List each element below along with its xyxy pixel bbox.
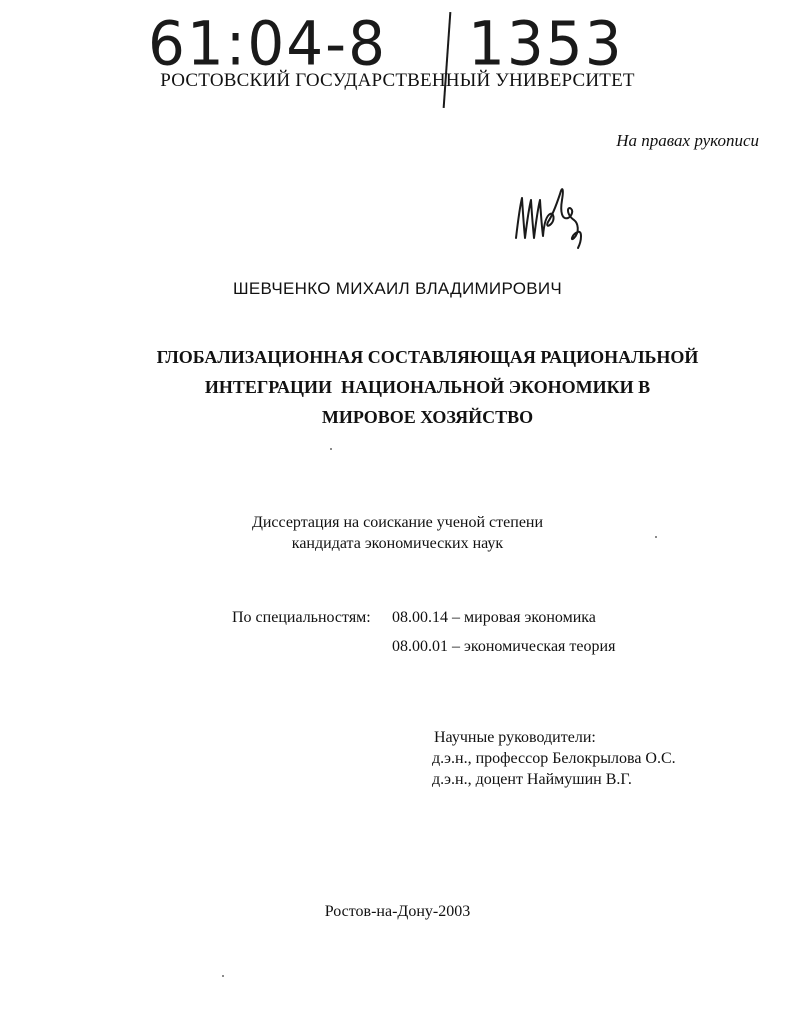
degree-line-2: кандидата экономических наук xyxy=(291,535,504,552)
manuscript-note: На правах рукописи xyxy=(616,131,759,150)
dissertation-title xyxy=(60,342,795,432)
advisor-name: д.э.н., профессор Белокрылова О.С. xyxy=(432,750,676,767)
archive-stamp-divider xyxy=(443,12,452,108)
archive-stamp-left-code: 61:04-8 xyxy=(148,8,387,80)
degree-line-1: Диссертация на соискание ученой степени xyxy=(251,514,544,531)
advisor-name: д.э.н., доцент Наймушин В.Г. xyxy=(432,771,632,788)
title-line-3: МИРОВОЕ ХОЗЯЙСТВО xyxy=(321,407,534,427)
title-line-2: ИНТЕГРАЦИИ НАЦИОНАЛЬНОЙ ЭКОНОМИКИ В xyxy=(204,377,651,397)
author-name: ШЕВЧЕНКО МИХАИЛ ВЛАДИМИРОВИЧ xyxy=(232,279,563,298)
advisors-block xyxy=(432,727,676,790)
signature-icon xyxy=(508,176,598,256)
advisors-heading: Научные руководители: xyxy=(434,729,596,746)
specialty-item: 08.00.01 – экономическая теория xyxy=(392,638,616,655)
place-and-year: Ростов-на-Дону-2003 xyxy=(324,903,471,920)
university-name: РОСТОВСКИЙ ГОСУДАРСТВЕННЫЙ УНИВЕРСИТЕТ xyxy=(160,70,635,91)
scan-speck xyxy=(655,536,657,538)
title-line-1: ГЛОБАЛИЗАЦИОННАЯ СОСТАВЛЯЮЩАЯ РАЦИОНАЛЬНОЙ xyxy=(156,347,699,367)
specialties-label: По специальностям: xyxy=(232,609,371,626)
degree-statement xyxy=(0,512,795,554)
specialty-item: 08.00.14 – мировая экономика xyxy=(392,609,596,626)
scan-speck xyxy=(330,448,332,450)
archive-stamp-right-code: 1353 xyxy=(468,8,624,80)
scan-speck xyxy=(222,975,224,977)
